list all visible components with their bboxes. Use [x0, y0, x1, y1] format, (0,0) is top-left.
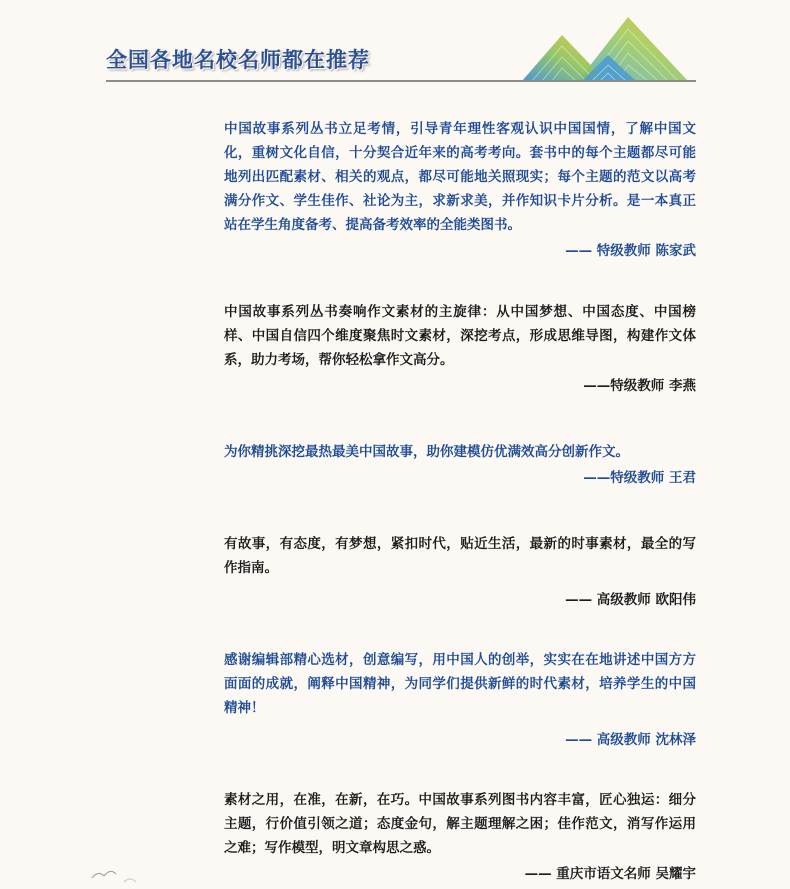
recommendation-quote-5 — [224, 648, 696, 748]
quote-author: —— 特级教师 陈家武 — [565, 243, 696, 259]
recommendation-quote-2 — [224, 300, 696, 394]
recommendation-quote-1 — [224, 117, 696, 259]
recommendation-quote-4 — [224, 532, 696, 608]
recommendation-quote-3 — [224, 440, 696, 486]
quote-text: 中国故事系列丛书奏响作文素材的主旋律：从中国梦想、中国态度、中国榜样、中国自信四个维度聚焦时文素材，深挖考点，形成思维导图，构建作文体系，助力考场，帮你轻松拿作文高分。 — [224, 304, 696, 368]
quote-author: ——特级教师 王君 — [583, 470, 696, 486]
header-title: 全国各地名校名师都在推荐 — [106, 47, 370, 72]
quote-author: ——特级教师 李燕 — [583, 378, 696, 394]
quote-text: 中国故事系列丛书立足考情，引导青年理性客观认识中国国情，了解中国文化，重树文化自信，十分契合近年来的高考考向。套书中的每个主题都尽可能地列出匹配素材、相关的观点，都尽可能地关照现实；每个主题的范文以高考满分作文、学生佳作、社论为主，求新求美，并作知识卡片分析。是一本真正站在学生角度备考、提高备考效率的全能类图书。 — [224, 121, 696, 233]
recommendation-quote-6 — [224, 788, 696, 882]
quote-text: 感谢编辑部精心选材，创意编写，用中国人的创举，实实在在地讲述中国方方面面的成就，阐释中国精神，为同学们提供新鲜的时代素材，培养学生的中国精神！ — [224, 652, 696, 716]
page-header — [0, 0, 790, 95]
quote-author: —— 重庆市语文名师 吴耀宇 — [524, 866, 696, 882]
quote-author: —— 高级教师 欧阳伟 — [565, 592, 696, 608]
quote-text: 素材之用，在准，在新，在巧。中国故事系列图书内容丰富，匠心独运：细分主题，行价值引领之道；态度金句，解主题理解之困；佳作范文，消写作运用之难；写作模型，明文章构思之惑。 — [224, 792, 696, 856]
bird-doodle-icon — [90, 866, 150, 888]
quote-author: —— 高级教师 沈林泽 — [565, 732, 696, 748]
quote-text: 有故事，有态度，有梦想，紧扣时代，贴近生活，最新的时事素材，最全的写作指南。 — [224, 536, 696, 576]
quote-text: 为你精挑深挖最热最美中国故事，助你建模仿优满效高分创新作文。 — [224, 444, 629, 460]
header-divider — [106, 80, 696, 82]
mountain-logo-icon — [520, 15, 695, 83]
